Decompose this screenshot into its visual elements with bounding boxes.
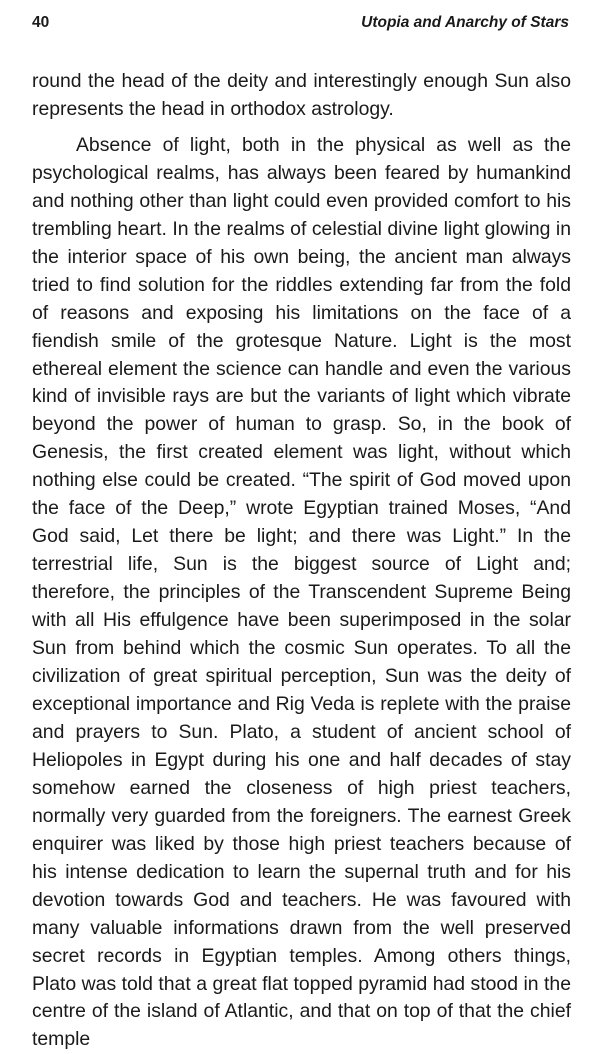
page-number: 40: [32, 14, 50, 31]
paragraph-continuation: round the head of the deity and interestingly enough Sun also represents the head in orthodox astrology.: [32, 70, 571, 120]
body-text: [32, 68, 571, 1054]
page-header: [32, 14, 569, 38]
running-title: Utopia and Anarchy of Stars: [361, 14, 569, 31]
paragraph-absence-of-light: Absence of light, both in the physical as well as the psychological realms, has always been feared by humankind and nothing other than light could even provided comfort to his trembling heart. In the realms of celestial divine light glowing in the interior space of his own being, the ancient man always tried to find solution for the riddles extending far from the fold of reasons and exposing his limitations on the face of a fiendish smile of the grotesque Nature. Light is the most ethereal element the science can handle and even the various kind of invisible rays are but the variants of light which vibrate beyond the power of human to grasp. So, in the book of Genesis, the first created element was light, without which nothing else could be created. “The spirit of God moved upon the face of the Deep,” wrote Egyptian trained Moses, “And God said, Let there be light; and there was Light.” In the terrestrial life, Sun is the biggest source of Light and; therefore, the principles of the Transcendent Supreme Being with all His effulgence have been superimposed in the solar Sun from behind which the cosmic Sun operates. To all the civilization of great spiritual perception, Sun was the deity of exceptional importance and Rig Veda is replete with the praise and prayers to Sun. Plato, a student of ancient school of Heliopoles in Egypt during his one and half decades of stay somehow earned the closeness of high priest teachers, normally very guarded from the foreigners. The earnest Greek enquirer was liked by those high priest teachers because of his intense dedication to learn the supernal truth and for his devotion towards God and teachers. He was favoured with many valuable informations drawn from the well preserved secret records in Egyptian temples. Among others things, Plato was told that a great flat topped pyramid had stood in the centre of the island of Atlantic, and that on top of that the chief temple: [32, 133, 571, 1051]
